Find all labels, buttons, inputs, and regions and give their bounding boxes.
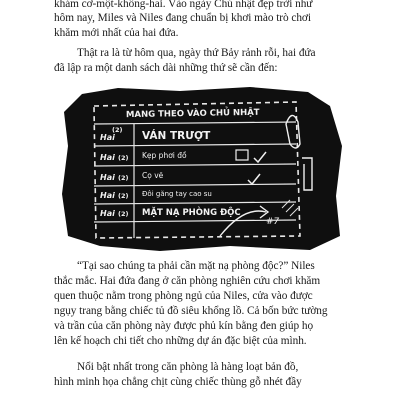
- chalk-owner: Hai: [100, 173, 115, 182]
- chalk-title: MANG THEO VÀO CHỦ NHẬT: [125, 107, 260, 121]
- maps-line-2: hình minh họa chẳng chịt cùng chiếc thùng gỗ nhét đầy: [54, 376, 302, 388]
- chalk-item: Cọ vẽ: [142, 171, 164, 180]
- chalk-qty: (2): [118, 192, 129, 200]
- chalk-qty: (2): [118, 154, 129, 162]
- chalk-qty: (2): [118, 210, 129, 218]
- question-line-5: và trần của căn phòng này được phủ kín bằng đen giúp họ: [54, 320, 314, 332]
- question-line-6: lên kế hoạch chi tiết cho những dự án đặc biệt của mình.: [54, 335, 307, 347]
- maps-line-1: Nổi bật nhất trong căn phòng là hàng loạt bản đồ,: [77, 361, 299, 373]
- chalk-item: Kẹp phơi đồ: [142, 151, 187, 160]
- chalk-qty: (2): [118, 174, 129, 182]
- chalk-scribble: #7: [266, 217, 280, 227]
- question-line-4: ngụy trang bằng chiếc tủ đồ siêu khổng lồ. Cả bốn bức tường: [54, 305, 328, 317]
- list-intro-line-2: đã lập ra một danh sách dài những thứ sẽ cần đến:: [54, 62, 278, 74]
- intro-line-2: hôm nay, Miles và Niles đang chuẩn bị khơi mào trò chơi: [54, 12, 311, 24]
- question-line-1: “Tại sao chúng ta phải cần mặt nạ phòng độc?” Niles: [77, 260, 315, 272]
- question-line-3: quen thuộc nằm trong phòng ngủ của Niles, cửa vào được: [54, 290, 313, 302]
- intro-line-3: khăm mới nhất của hai đứa.: [54, 27, 179, 39]
- chalk-item: MẶT NẠ PHÒNG ĐỘC: [142, 208, 241, 218]
- chalkboard-svg: [60, 86, 344, 252]
- chalk-item: VÁN TRƯỢT: [142, 130, 211, 142]
- chalk-qty: (2): [112, 126, 123, 134]
- chalk-owner: Hai: [100, 209, 115, 218]
- chalk-owner: Hai: [100, 133, 115, 142]
- question-line-2: thắc mắc. Hai đứa đang ở căn phòng nghiên cứu chơi khăm: [54, 275, 321, 287]
- chalk-item: Đôi găng tay cao su: [142, 190, 212, 198]
- list-intro-line-1: Thật ra là từ hôm qua, ngày thứ Bảy rảnh rỗi, hai đứa: [77, 47, 316, 59]
- chalk-owner: Hai: [100, 153, 115, 162]
- chalkboard-illustration: [60, 86, 344, 252]
- chalk-owner: Hai: [100, 191, 115, 200]
- intro-line-1: khám cơ-một-không-hai. Vào ngày Chủ nhật đẹp trời như: [54, 0, 313, 10]
